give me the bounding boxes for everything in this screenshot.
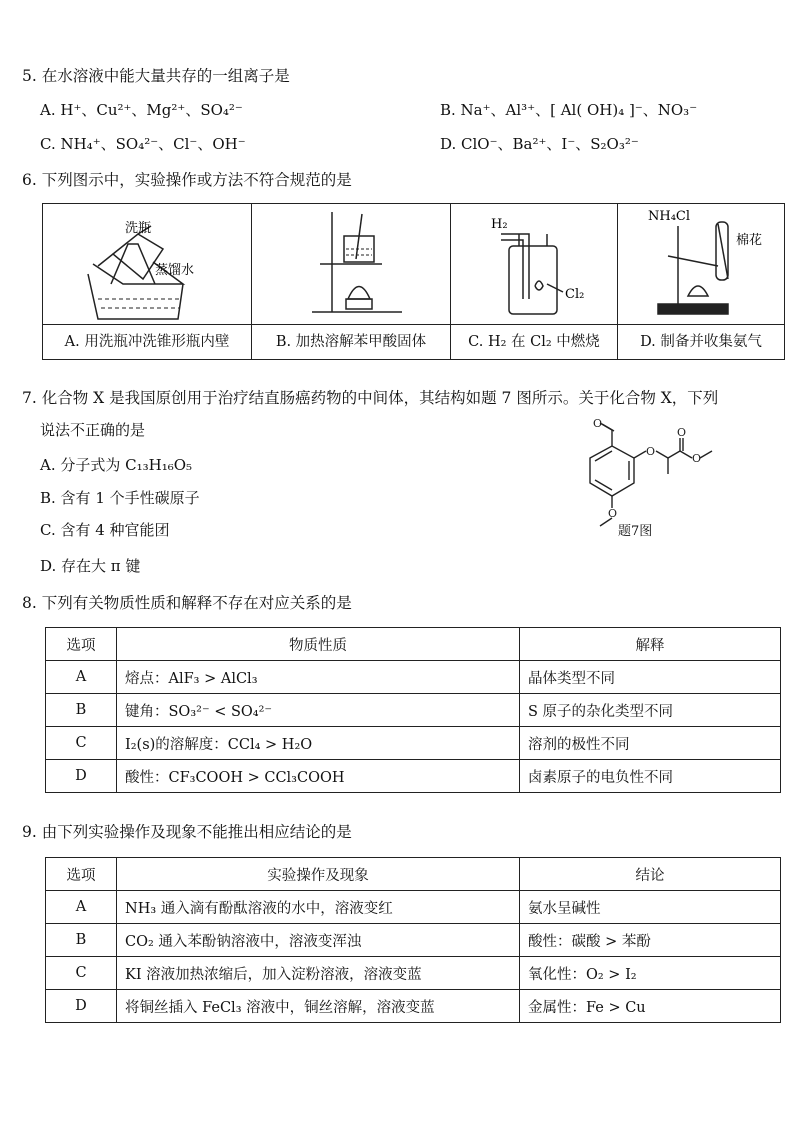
table-row [46, 760, 781, 793]
q6-cell-d [618, 204, 785, 360]
q6-caption-a: A. 用洗瓶冲洗锥形瓶内壁 [43, 324, 251, 359]
q8-row-c-explanation: 溶剂的极性不同 [520, 727, 781, 760]
q8-row-a-explanation: 晶体类型不同 [520, 661, 781, 694]
wash-bottle-diagram [43, 204, 251, 324]
q5-option-d: D. ClO⁻、Ba²⁺、I⁻、S₂O₃²⁻ [440, 135, 639, 153]
table-row [46, 694, 781, 727]
q8-table [45, 627, 781, 793]
svg-text:O: O [677, 426, 687, 439]
q7-option-d: D. 存在大 π 键 [40, 557, 141, 575]
q9-row-c-conclusion: 氧化性：O₂ > I₂ [520, 957, 781, 990]
q6-caption-c: C. H₂ 在 Cl₂ 中燃烧 [451, 324, 617, 359]
q8-row-d-option: D [46, 760, 117, 793]
q8-header-explanation: 解释 [520, 628, 781, 661]
table-row [46, 891, 781, 924]
q8-stem: 8. 下列有关物质性质和解释不存在对应关系的是 [22, 594, 352, 612]
ammonia-preparation-diagram [618, 204, 784, 324]
q5-option-c: C. NH₄⁺、SO₄²⁻、Cl⁻、OH⁻ [40, 135, 246, 153]
fig-a-label-water: 蒸馏水 [155, 263, 195, 278]
q9-row-a-option: A [46, 891, 117, 924]
q5-stem: 5. 在水溶液中能大量共存的一组离子是 [22, 67, 290, 85]
q6-cell-c [451, 204, 618, 360]
hydrogen-chlorine-burning-diagram [451, 204, 617, 324]
fig-d-label-nh4cl: NH₄Cl [648, 209, 691, 224]
heating-beaker-diagram [252, 204, 450, 324]
table-row [46, 661, 781, 694]
q6-cell-a [43, 204, 252, 360]
q7-option-c: C. 含有 4 种官能团 [40, 521, 170, 539]
q8-row-b-explanation: S 原子的杂化类型不同 [520, 694, 781, 727]
q6-caption-b: B. 加热溶解苯甲酸固体 [252, 324, 450, 359]
q8-row-d-explanation: 卤素原子的电负性不同 [520, 760, 781, 793]
q9-row-d-option: D [46, 990, 117, 1023]
fig-d-label-cotton: 棉花 [736, 233, 763, 248]
q8-row-c-option: C [46, 727, 117, 760]
q7-stem-line2: 说法不正确的是 [40, 421, 146, 439]
q9-stem: 9. 由下列实验操作及现象不能推出相应结论的是 [22, 823, 352, 841]
table-row [46, 924, 781, 957]
q8-row-c-property: I₂(s)的溶解度：CCl₄ > H₂O [117, 727, 520, 760]
q6-stem: 6. 下列图示中，实验操作或方法不符合规范的是 [22, 171, 352, 189]
fig-c-label-h2: H₂ [491, 217, 508, 232]
q9-row-c-option: C [46, 957, 117, 990]
q9-row-b-option: B [46, 924, 117, 957]
q8-row-b-option: B [46, 694, 117, 727]
q9-header-operation: 实验操作及现象 [117, 858, 520, 891]
q8-row-d-property: 酸性：CF₃COOH > CCl₃COOH [117, 760, 520, 793]
q5-option-a: A. H⁺、Cu²⁺、Mg²⁺、SO₄²⁻ [40, 101, 243, 119]
q9-header-option: 选项 [46, 858, 117, 891]
svg-text:O: O [593, 418, 603, 430]
q6-figure-table [42, 203, 785, 360]
q9-row-d-operation: 将铜丝插入 FeCl₃ 溶液中，铜丝溶解，溶液变蓝 [117, 990, 520, 1023]
q7-option-b: B. 含有 1 个手性碳原子 [40, 489, 200, 507]
table-row [46, 957, 781, 990]
q8-header-option: 选项 [46, 628, 117, 661]
table-row [46, 727, 781, 760]
q7-option-a: A. 分子式为 C₁₃H₁₆O₅ [40, 456, 193, 474]
q9-table [45, 857, 781, 1023]
q9-row-a-conclusion: 氨水呈碱性 [520, 891, 781, 924]
fig-a-label-wash-bottle: 洗瓶 [125, 221, 152, 236]
fig-c-label-cl2: Cl₂ [565, 287, 585, 302]
q8-header-row [46, 628, 781, 661]
q6-cell-b [252, 204, 451, 360]
table-row [46, 990, 781, 1023]
svg-text:O: O [608, 507, 618, 520]
q9-row-c-operation: KI 溶液加热浓缩后，加入淀粉溶液，溶液变蓝 [117, 957, 520, 990]
svg-text:O: O [646, 445, 656, 458]
q9-row-b-operation: CO₂ 通入苯酚钠溶液中，溶液变浑浊 [117, 924, 520, 957]
q7-stem-line1: 7. 化合物 X 是我国原创用于治疗结直肠癌药物的中间体，其结构如题 7 图所示。关于化合物 X，下列 [22, 389, 719, 407]
q9-row-d-conclusion: 金属性：Fe > Cu [520, 990, 781, 1023]
q9-row-a-operation: NH₃ 通入滴有酚酞溶液的水中，溶液变红 [117, 891, 520, 924]
svg-text:O: O [692, 452, 702, 465]
q9-header-row [46, 858, 781, 891]
q8-header-property: 物质性质 [117, 628, 520, 661]
q9-row-b-conclusion: 酸性：碳酸 > 苯酚 [520, 924, 781, 957]
q8-row-a-property: 熔点：AlF₃ > AlCl₃ [117, 661, 520, 694]
q8-row-a-option: A [46, 661, 117, 694]
q6-caption-d: D. 制备并收集氨气 [618, 324, 784, 359]
q9-header-conclusion: 结论 [520, 858, 781, 891]
q8-row-b-property: 键角：SO₃²⁻ < SO₄²⁻ [117, 694, 520, 727]
q5-option-b: B. Na⁺、Al³⁺、[ Al( OH)₄ ]⁻、NO₃⁻ [440, 101, 698, 119]
q7-figure-caption: 题7图 [618, 524, 653, 539]
